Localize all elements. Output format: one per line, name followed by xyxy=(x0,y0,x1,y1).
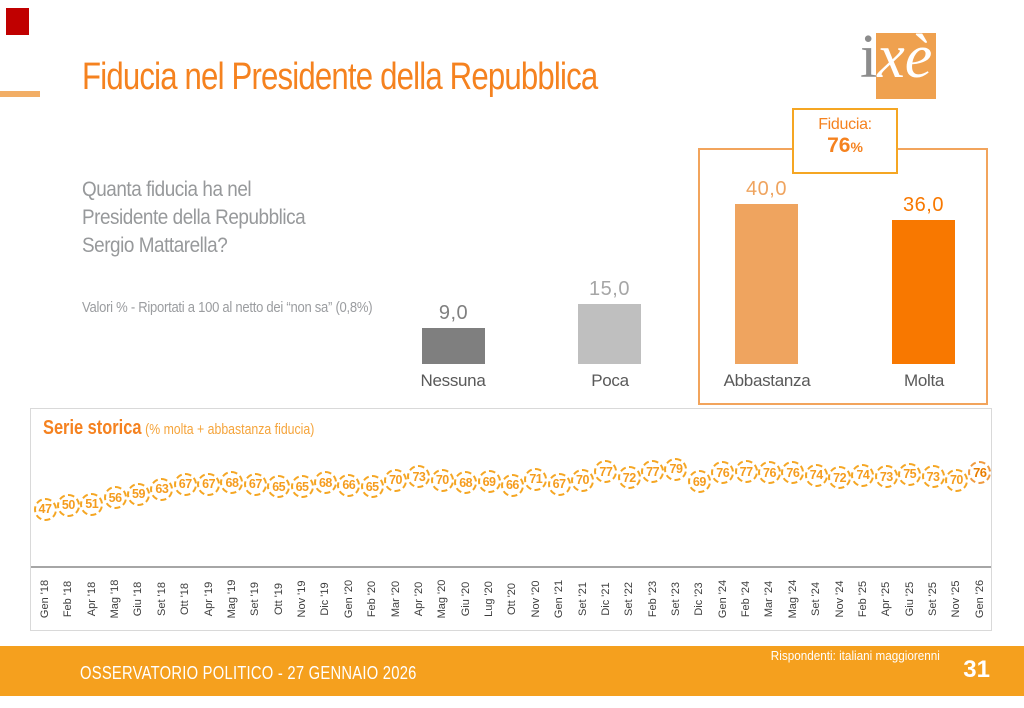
bar-category-nessuna: Nessuna xyxy=(420,371,486,390)
series-point: 59 xyxy=(127,483,150,506)
series-title: Serie storica xyxy=(43,417,142,439)
fiducia-total-value: 76% xyxy=(827,134,863,157)
series-point: 69 xyxy=(478,470,501,493)
footer-title: OSSERVATORIO POLITICO - 27 GENNAIO 2026 xyxy=(80,663,417,683)
series-point: 70 xyxy=(945,469,968,492)
series-point: 50 xyxy=(57,494,80,517)
series-x-label: Giu '25 xyxy=(903,581,916,617)
bar-group-nessuna xyxy=(422,160,485,364)
bar-group-molta xyxy=(892,160,955,364)
series-x-label: Gen '20 xyxy=(342,579,355,619)
series-point: 73 xyxy=(922,465,945,488)
series-point: 56 xyxy=(104,486,127,509)
series-point: 69 xyxy=(688,470,711,493)
bar-category-abbastanza: Abbastanza xyxy=(723,371,811,390)
series-x-label: Mag '24 xyxy=(786,579,799,619)
series-point: 76 xyxy=(781,461,804,484)
series-x-label: Feb '24 xyxy=(740,580,753,618)
series-x-label: Ott '18 xyxy=(179,582,192,616)
bar-value-label: 40,0 xyxy=(746,178,787,200)
bar-value-label: 15,0 xyxy=(589,278,630,300)
title-dash xyxy=(0,91,40,97)
series-x-label: Dic '23 xyxy=(693,582,706,616)
page-title: Fiducia nel Presidente della Repubblica xyxy=(82,56,598,98)
bar-category-poca: Poca xyxy=(591,371,629,390)
series-point: 65 xyxy=(267,475,290,498)
footer-page-number: 31 xyxy=(963,656,990,683)
series-point: 51 xyxy=(80,493,103,516)
series-axis-labels xyxy=(31,568,991,630)
series-x-label: Apr '19 xyxy=(202,581,215,617)
series-point: 65 xyxy=(291,475,314,498)
series-x-label: Dic '19 xyxy=(319,582,332,616)
series-point: 71 xyxy=(524,468,547,491)
series-x-label: Mag '20 xyxy=(436,579,449,619)
series-x-label: Lug '20 xyxy=(483,581,496,617)
series-x-label: Set '24 xyxy=(810,582,823,616)
bar-rect xyxy=(422,328,485,364)
series-point: 73 xyxy=(875,465,898,488)
series-x-label: Mar '20 xyxy=(389,580,402,618)
series-x-label: Gen '24 xyxy=(716,579,729,619)
series-point: 68 xyxy=(454,471,477,494)
series-x-label: Gen '26 xyxy=(973,579,986,619)
series-point: 67 xyxy=(548,473,571,496)
series-box xyxy=(30,408,992,631)
series-x-label: Nov '19 xyxy=(296,580,309,618)
series-point: 66 xyxy=(501,474,524,497)
series-point: 47 xyxy=(34,498,57,521)
series-x-label: Mag '19 xyxy=(225,579,238,619)
series-x-label: Set '22 xyxy=(623,582,636,616)
series-point: 75 xyxy=(898,463,921,486)
series-x-label: Set '25 xyxy=(927,582,940,616)
footer-respondents: Rispondenti: italiani maggiorenni xyxy=(770,648,940,663)
series-point: 63 xyxy=(150,478,173,501)
series-x-label: Mar '24 xyxy=(763,580,776,618)
series-point: 76 xyxy=(758,461,781,484)
series-point: 68 xyxy=(220,471,243,494)
bar-rect xyxy=(892,220,955,364)
series-point: 74 xyxy=(805,464,828,487)
series-x-label: Set '18 xyxy=(155,582,168,616)
bar-rect xyxy=(735,204,798,364)
bar-group-poca xyxy=(578,160,641,364)
series-x-label: Nov '20 xyxy=(529,580,542,618)
series-point: 77 xyxy=(594,460,617,483)
series-x-label: Ott '20 xyxy=(506,582,519,616)
series-point: 74 xyxy=(851,464,874,487)
series-point: 66 xyxy=(337,474,360,497)
series-x-label: Mag '18 xyxy=(109,579,122,619)
series-point: 72 xyxy=(828,466,851,489)
series-point: 68 xyxy=(314,471,337,494)
series-plot-area xyxy=(31,409,991,568)
series-point: 65 xyxy=(361,475,384,498)
series-x-label: Feb '20 xyxy=(366,580,379,618)
series-subtitle: (% molta + abbastanza fiducia) xyxy=(145,421,315,438)
series-point: 73 xyxy=(407,465,430,488)
series-point: 67 xyxy=(244,473,267,496)
question-text: Quanta fiducia ha nel Presidente della Repubblica Sergio Mattarella? xyxy=(82,178,306,257)
series-point: 67 xyxy=(174,473,197,496)
series-point: 67 xyxy=(197,473,220,496)
bar-value-label: 36,0 xyxy=(903,194,944,216)
series-x-label: Nov '24 xyxy=(833,580,846,618)
series-x-label: Feb '18 xyxy=(62,580,75,618)
series-x-label: Giu '18 xyxy=(132,581,145,617)
series-x-label: Apr '25 xyxy=(880,581,893,617)
series-point: 70 xyxy=(431,469,454,492)
series-point: 70 xyxy=(384,469,407,492)
series-x-label: Gen '18 xyxy=(39,579,51,619)
series-x-label: Apr '18 xyxy=(85,581,98,617)
methodology-note: Valori % - Riportati a 100 al netto dei “non sa” (0,8%) xyxy=(82,300,373,316)
ixe-logo xyxy=(858,23,944,104)
series-title-row xyxy=(43,417,374,440)
fiducia-total-label: Fiducia: xyxy=(818,116,872,133)
ixe-logo-text: ixè xyxy=(860,23,933,91)
series-x-label: Dic '21 xyxy=(599,582,612,616)
series-x-label: Feb '25 xyxy=(856,580,869,618)
series-x-label: Giu '20 xyxy=(459,581,472,617)
series-point: 76 xyxy=(711,461,734,484)
series-x-label: Nov '25 xyxy=(950,580,963,618)
bar-rect xyxy=(578,304,641,364)
series-x-label: Set '23 xyxy=(669,582,682,616)
series-x-label: Set '21 xyxy=(576,582,589,616)
series-x-label: Feb '23 xyxy=(646,580,659,618)
series-point: 70 xyxy=(571,469,594,492)
series-point: 72 xyxy=(618,466,641,489)
series-point: 77 xyxy=(641,460,664,483)
bar-value-label: 9,0 xyxy=(438,302,469,324)
series-point: 76 xyxy=(968,461,991,484)
fiducia-total-box xyxy=(792,108,898,174)
bar-category-molta: Molta xyxy=(903,371,945,390)
corner-red-square xyxy=(6,8,29,35)
series-x-label: Gen '21 xyxy=(553,579,566,619)
series-point: 79 xyxy=(664,458,687,481)
bar-group-abbastanza xyxy=(735,160,798,364)
series-x-label: Apr '20 xyxy=(412,581,425,617)
series-point: 77 xyxy=(735,460,758,483)
series-x-label: Set '19 xyxy=(249,582,262,616)
series-x-label: Ott '19 xyxy=(272,582,285,616)
